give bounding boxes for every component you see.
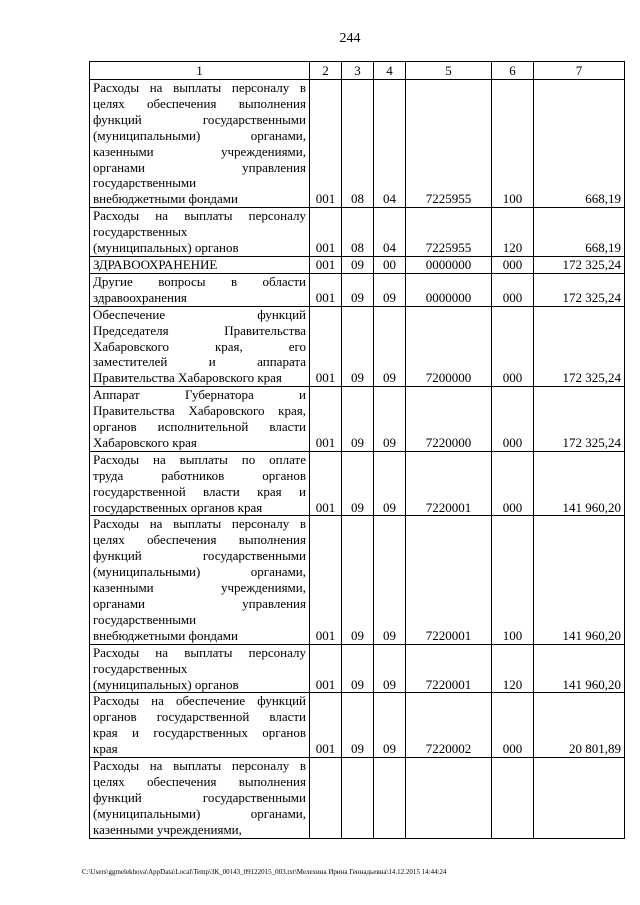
expense-type-cell: 000 [492,306,534,387]
amount-cell: 141 960,20 [534,516,625,644]
expense-name-line: Расходы на выплаты персоналу в [93,516,306,532]
expense-type-cell: 120 [492,208,534,257]
subsection-code-cell: 09 [374,306,406,387]
target-article-cell: 7220000 [406,387,492,452]
expense-name-cell [90,516,310,644]
expense-name-line: труда работников органов [93,467,306,483]
table-row [90,387,625,452]
table-row [90,516,625,644]
expense-type-cell: 000 [492,273,534,306]
subsection-code-cell: 04 [374,208,406,257]
expense-name-cell [90,451,310,516]
amount-cell: 668,19 [534,208,625,257]
expense-name-line: функций государственными [93,548,306,564]
expense-name-line: (муниципальными) органами, [93,805,306,821]
table-row [90,644,625,693]
expense-name-cell [90,208,310,257]
target-article-cell: 0000000 [406,256,492,273]
expense-name-line: государственных органов края [93,499,263,515]
budget-table [89,61,625,839]
expense-name-line: Другие вопросы в области [93,273,306,289]
expense-name-line: Хабаровского края [93,434,197,450]
expense-name-cell [90,306,310,387]
table-row [90,693,625,758]
expense-name-cell [90,273,310,306]
amount-cell: 20 801,89 [534,693,625,758]
table-row [90,451,625,516]
section-code-cell: 09 [342,451,374,516]
column-header: 1 [90,62,310,80]
target-article-cell: 7220002 [406,693,492,758]
subsection-code-cell: 04 [374,80,406,208]
expense-name-cell [90,256,310,273]
column-header: 7 [534,62,625,80]
expense-name-line: функций государственными [93,111,306,127]
column-header: 2 [310,62,342,80]
ministry-code-cell: 001 [310,693,342,758]
page-number: 244 [339,31,361,46]
expense-name-line: Расходы на выплаты персоналу в [93,758,306,774]
subsection-code-cell: 09 [374,451,406,516]
ministry-code-cell: 001 [310,256,342,273]
expense-name-line: государственными [93,611,197,627]
ministry-code-cell [310,758,342,839]
ministry-code-cell: 001 [310,306,342,387]
section-code-cell: 09 [342,387,374,452]
column-header: 4 [374,62,406,80]
expense-name-cell [90,80,310,208]
ministry-code-cell: 001 [310,273,342,306]
expense-name-line: края и государственных органов [93,725,306,741]
target-article-cell: 7220001 [406,451,492,516]
expense-name-line: органов государственной власти [93,709,306,725]
section-code-cell: 09 [342,306,374,387]
expense-name-line: Расходы на выплаты по оплате [93,451,306,467]
amount-cell: 141 960,20 [534,644,625,693]
expense-type-cell: 000 [492,256,534,273]
expense-name-line: Правительства Хабаровского края, [93,403,306,419]
expense-type-cell: 100 [492,516,534,644]
expense-name-line: Правительства Хабаровского края [93,370,282,386]
expense-name-line: органов исполнительной власти [93,419,306,435]
expense-name-cell [90,644,310,693]
section-code-cell: 09 [342,693,374,758]
expense-type-cell: 000 [492,693,534,758]
column-header: 3 [342,62,374,80]
expense-name-line: ЗДРАВООХРАНЕНИЕ [93,256,218,272]
expense-name-line: казенными учреждениями, [93,821,242,837]
expense-name-line: Хабаровского края, его [93,338,306,354]
ministry-code-cell: 001 [310,208,342,257]
subsection-code-cell: 09 [374,693,406,758]
expense-name-line: государственной власти края и [93,483,306,499]
target-article-cell [406,758,492,839]
expense-name-line: казенными учреждениями, [93,143,306,159]
section-code-cell: 09 [342,256,374,273]
section-code-cell [342,758,374,839]
table-row [90,306,625,387]
expense-name-line: внебюджетными фондами [93,191,238,207]
amount-cell: 172 325,24 [534,306,625,387]
amount-cell: 141 960,20 [534,451,625,516]
amount-cell [534,758,625,839]
expense-name-line: органами управления [93,159,306,175]
expense-name-line: государственными [93,175,197,191]
expense-name-line: функций государственными [93,789,306,805]
expense-name-line: целях обеспечения выполнения [93,773,306,789]
expense-type-cell: 100 [492,80,534,208]
subsection-code-cell: 09 [374,387,406,452]
amount-cell: 172 325,24 [534,256,625,273]
expense-type-cell: 000 [492,387,534,452]
target-article-cell: 0000000 [406,273,492,306]
section-code-cell: 09 [342,516,374,644]
expense-type-cell [492,758,534,839]
header-row [90,62,625,80]
ministry-code-cell: 001 [310,516,342,644]
expense-name-cell [90,387,310,452]
file-path-footer: C:\Users\ggmelekhova\AppData\Local\Temp\ЗК_00143_09122015_003.txt\Мелехина Ирина Геннадьевна\14.12.2015 14:44:24 [82,868,447,876]
table-row [90,256,625,273]
expense-name-line: заместителей и аппарата [93,354,306,370]
expense-name-line: края [93,741,118,757]
amount-cell: 172 325,24 [534,387,625,452]
expense-name-line: государственных [93,660,188,676]
target-article-cell: 7220001 [406,516,492,644]
expense-name-line: Расходы на обеспечение функций [93,693,306,709]
expense-name-line: целях обеспечения выполнения [93,532,306,548]
expense-name-line: Расходы на выплаты персоналу в [93,80,306,95]
subsection-code-cell: 09 [374,644,406,693]
amount-cell: 668,19 [534,80,625,208]
expense-name-line: (муниципальных) органов [93,240,239,256]
expense-name-line: здравоохранения [93,289,187,305]
expense-name-cell [90,758,310,839]
table-row [90,758,625,839]
section-code-cell: 08 [342,208,374,257]
expense-name-line: Обеспечение функций [93,306,306,322]
subsection-code-cell: 00 [374,256,406,273]
expense-name-line: (муниципальных) органов [93,676,239,692]
column-header: 5 [406,62,492,80]
expense-name-line: (муниципальными) органами, [93,564,306,580]
expense-type-cell: 120 [492,644,534,693]
ministry-code-cell: 001 [310,644,342,693]
expense-name-line: государственных [93,224,188,240]
target-article-cell: 7200000 [406,306,492,387]
subsection-code-cell [374,758,406,839]
expense-name-line: целях обеспечения выполнения [93,95,306,111]
expense-name-line: органами управления [93,596,306,611]
expense-name-line: Аппарат Губернатора и [93,387,306,403]
section-code-cell: 09 [342,273,374,306]
section-code-cell: 09 [342,644,374,693]
ministry-code-cell: 001 [310,451,342,516]
table-row [90,208,625,257]
expense-name-line: (муниципальными) органами, [93,127,306,143]
subsection-code-cell: 09 [374,273,406,306]
ministry-code-cell: 001 [310,387,342,452]
expense-name-line: Председателя Правительства [93,322,306,338]
section-code-cell: 08 [342,80,374,208]
target-article-cell: 7225955 [406,80,492,208]
target-article-cell: 7225955 [406,208,492,257]
amount-cell: 172 325,24 [534,273,625,306]
column-header: 6 [492,62,534,80]
expense-type-cell: 000 [492,451,534,516]
table-row [90,273,625,306]
expense-name-line: Расходы на выплаты персоналу [93,644,306,660]
expense-name-cell [90,693,310,758]
table-row [90,80,625,208]
ministry-code-cell: 001 [310,80,342,208]
expense-name-line: Расходы на выплаты персоналу [93,208,306,224]
expense-name-line: казенными учреждениями, [93,580,306,596]
expense-name-line: внебюджетными фондами [93,627,238,643]
subsection-code-cell: 09 [374,516,406,644]
target-article-cell: 7220001 [406,644,492,693]
